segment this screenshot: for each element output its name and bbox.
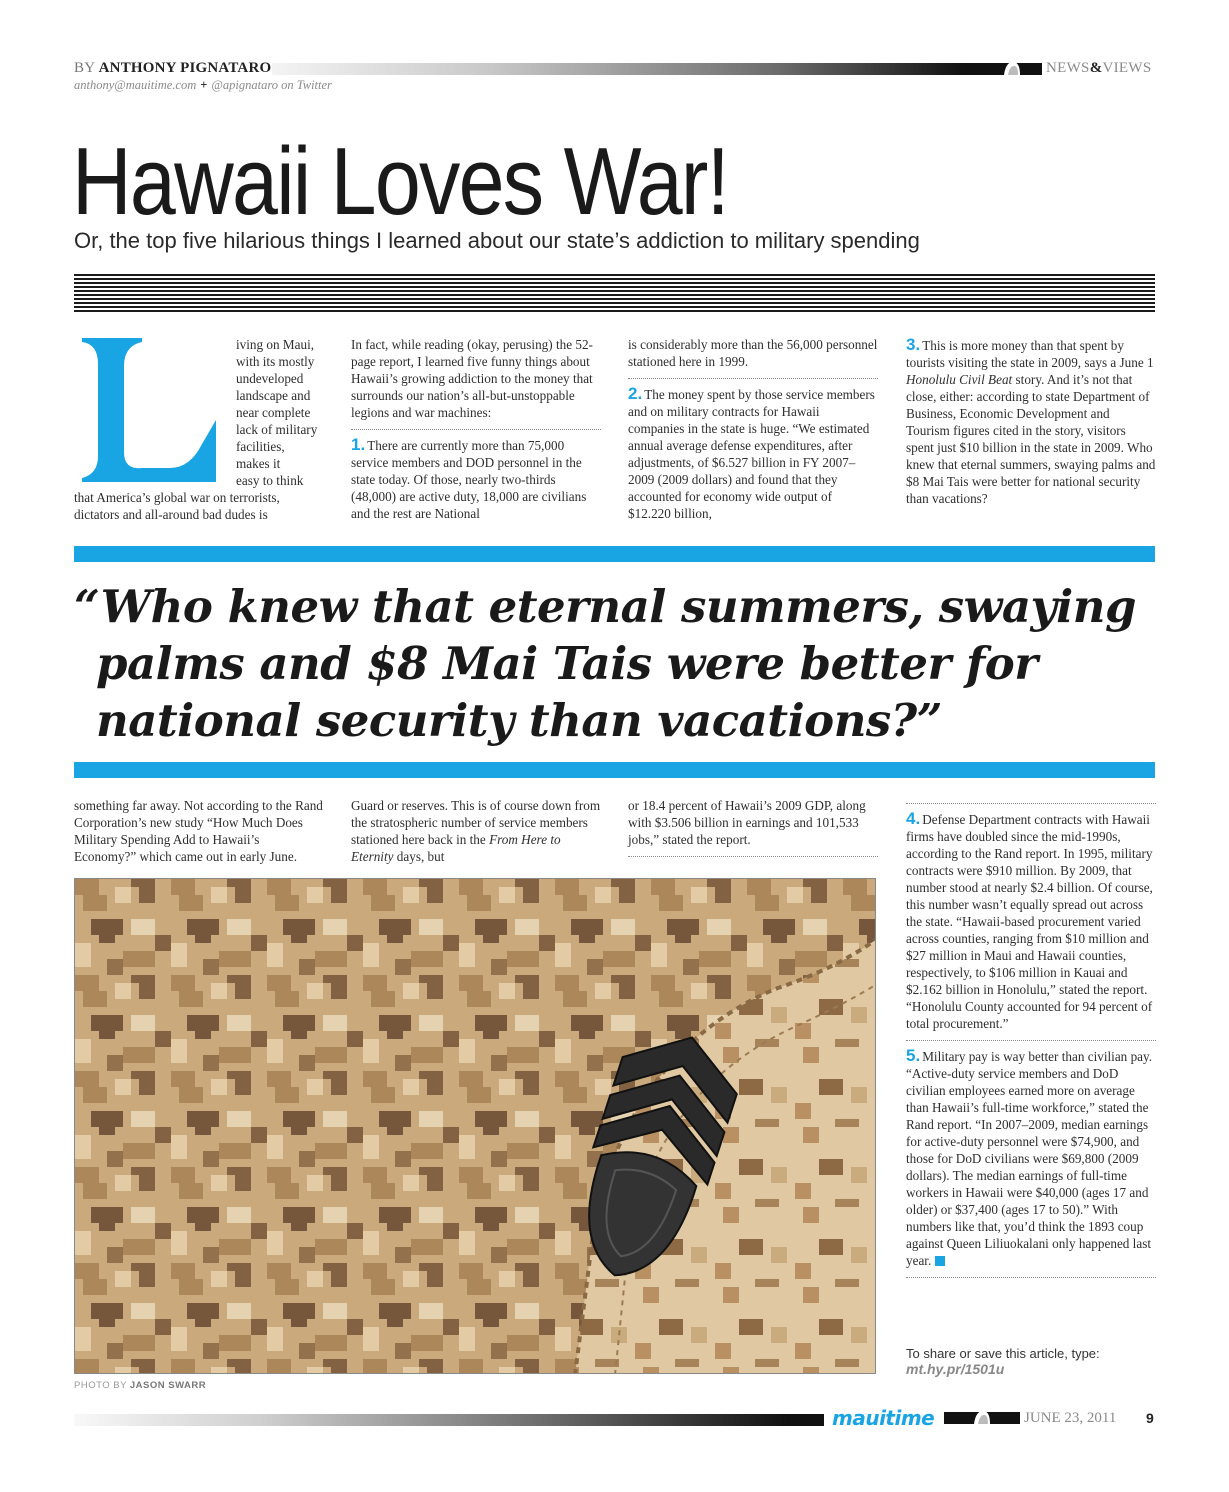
column-6 [351, 797, 601, 865]
column-5 [74, 797, 324, 865]
section-label [1046, 60, 1152, 77]
plus-separator: + [200, 78, 208, 92]
share-label: To share or save this article, type: [906, 1346, 1100, 1361]
continued-text-b: days, but [396, 849, 445, 864]
section-views: VIEWS [1102, 60, 1152, 76]
point-1-text: There are currently more than 75,000 service members and DOD personnel in the state today. Of those, nearly two-thirds (48,000) are active duty, 18,000 are civilians and the rest are National [351, 438, 587, 521]
byline-prefix: BY [74, 60, 95, 76]
mauitime-logo: mauitime [832, 1406, 935, 1430]
col2-paragraph: In fact, while reading (okay, perusing) the 52-page report, I learned five funny things about Hawaii’s growing addiction to the money that surrounds our nation’s all-but-unstoppable legions and war machines: [351, 337, 593, 420]
col1-line: landscape and [236, 388, 311, 403]
col1-line: lack of military [236, 422, 318, 437]
col1-line: easy to think [236, 473, 304, 488]
point-number: 4. [906, 809, 921, 828]
photo-credit-prefix: PHOTO BY [74, 1380, 127, 1391]
page-number: 9 [1146, 1410, 1154, 1426]
column-4 [906, 336, 1156, 507]
dotted-divider [906, 1277, 1156, 1278]
column-1-wrap [236, 336, 326, 489]
photo-credit [74, 1380, 206, 1391]
point-4-text: Defense Department contracts with Hawaii firms have doubled since the mid-1990s, according to the Rand report. In 1995, military contracts were $910 million. By 2009, that number stood at nearly $2.4 billion. Of course, this number wasn’t equally spread out across the state. “Hawaii-based procurement varied across counties, ranging from $10 million and $27 million in Maui and Hawaii counties, respectively, to $106 million in Kauai and $2.162 billion in Honolulu,” stated the report. “Honolulu County accounted for 94 percent of total procurement.” [906, 812, 1153, 1031]
point-number: 1. [351, 435, 366, 454]
point-3 [906, 336, 1156, 507]
col1-line: facilities, [236, 439, 285, 454]
col1-line: iving on Maui, [236, 337, 315, 352]
footer-gradient-bar [74, 1414, 824, 1426]
col1-line: near complete [236, 405, 311, 420]
continued-text: or 18.4 percent of Hawaii’s 2009 GDP, along with $3.506 billion in earnings and 101,533 jobs,” stated the report. [628, 798, 866, 847]
point-1 [351, 436, 601, 522]
camouflage-rank-insignia-photo [74, 878, 876, 1374]
stripe-rule [74, 274, 1155, 314]
dotted-divider [628, 856, 878, 857]
film-title: From Here to Eternity [351, 832, 561, 864]
column-1-tail [74, 489, 324, 523]
byline [74, 60, 271, 77]
author-name: ANTHONY PIGNATARO [98, 60, 272, 76]
pull-quote [74, 578, 1164, 749]
column-7 [628, 797, 878, 863]
point-number: 3. [906, 335, 921, 354]
dotted-divider [906, 1040, 1156, 1041]
end-mark [935, 1256, 945, 1266]
header-bar-cap [998, 60, 1042, 77]
point-number: 5. [906, 1046, 921, 1065]
pull-quote-line: palms and $8 Mai Tais were better for [96, 637, 1038, 690]
col1-line: undeveloped [236, 371, 304, 386]
point-3-publication: Honolulu Civil Beat [906, 372, 1013, 387]
photographer-name: JASON SWARR [129, 1380, 207, 1391]
col3-paragraph: is considerably more than the 56,000 personnel stationed here in 1999. [628, 337, 878, 369]
header-gradient-bar [272, 63, 1000, 75]
author-contact [74, 78, 332, 93]
point-3-text-b: story. And it’s not that close, either: according to state Department of Business, Economic Development and Tourism figures cited in the story, visitors spent just $10 billion in the state in 2009. Who knew that eternal summers, swaying palms and $8 Mai Tais were better for national security than vacations? [906, 372, 1156, 506]
col1-line: with its mostly [236, 354, 315, 369]
author-twitter[interactable]: @apignataro on Twitter [211, 78, 332, 92]
share-url[interactable]: mt.hy.pr/1501u [906, 1361, 1005, 1377]
column-8 [906, 797, 1156, 1284]
point-4 [906, 810, 1156, 1032]
continued-text: something far away. Not according to the Rand Corporation’s new study “How Much Does Military Spending Add to Hawaii’s Economy?” which came out in early June. [74, 798, 323, 864]
point-5 [906, 1047, 1156, 1269]
dotted-divider [906, 803, 1156, 804]
point-2 [628, 385, 878, 522]
pull-quote-line: “Who knew that eternal summers, swaying [74, 580, 1136, 633]
section-news: NEWS [1046, 60, 1090, 76]
dek: Or, the top five hilarious things I learned about our state’s addiction to military spending [74, 228, 920, 253]
col1-line: makes it [236, 456, 281, 471]
point-number: 2. [628, 384, 643, 403]
col1-tail-text: that America’s global war on terrorists, dictators and all-around bad dudes is [74, 490, 280, 522]
issue-date: JUNE 23, 2011 [1024, 1410, 1117, 1426]
dropcap-letter [80, 336, 220, 484]
author-email[interactable]: anthony@mauitime.com [74, 78, 197, 92]
pullquote-bottom-bar [74, 762, 1155, 778]
point-3-text-a: This is more money than that spent by tourists visiting the state in 2009, says a June 1 [906, 338, 1154, 370]
section-ampersand: & [1089, 60, 1103, 76]
continued-text [351, 797, 601, 865]
pullquote-top-bar [74, 546, 1155, 562]
column-3 [628, 336, 878, 522]
dotted-divider [628, 378, 878, 379]
footer-bar-cap [944, 1409, 1020, 1426]
pull-quote-line: national security than vacations?” [96, 694, 942, 747]
dotted-divider [351, 429, 601, 430]
continued-text-a: Guard or reserves. This is of course down from the stratospheric number of service members stationed here back in the [351, 798, 601, 847]
photo-illustration [75, 879, 876, 1374]
headline: Hawaii Loves War! [72, 128, 728, 235]
point-2-text: The money spent by those service members and on military contracts for Hawaii companies in the state is huge. “We estimated annual average defense expenditures, after adjustments, of $6.527 billion in FY 2007–2009 (2009 dollars) and found that they accounted for economy wide output of $12.220 billion, [628, 387, 875, 521]
column-2 [351, 336, 601, 522]
point-5-text: Military pay is way better than civilian pay. “Active-duty service members and DoD civilian employees earned more on average than Hawaii’s full-time workforce,” stated the Rand report. “In 2007–2009, median earnings for active-duty personnel were $74,900, and those for DoD civilians were $69,800 (2009 dollars). The median earnings of full-time workers in Hawaii were $40,000 (ages 17 and older) or $37,400 (ages 17 to 50).” With numbers like that, you’d think the 1893 coup against Queen Liliuokalani only happened last year. [906, 1049, 1153, 1268]
